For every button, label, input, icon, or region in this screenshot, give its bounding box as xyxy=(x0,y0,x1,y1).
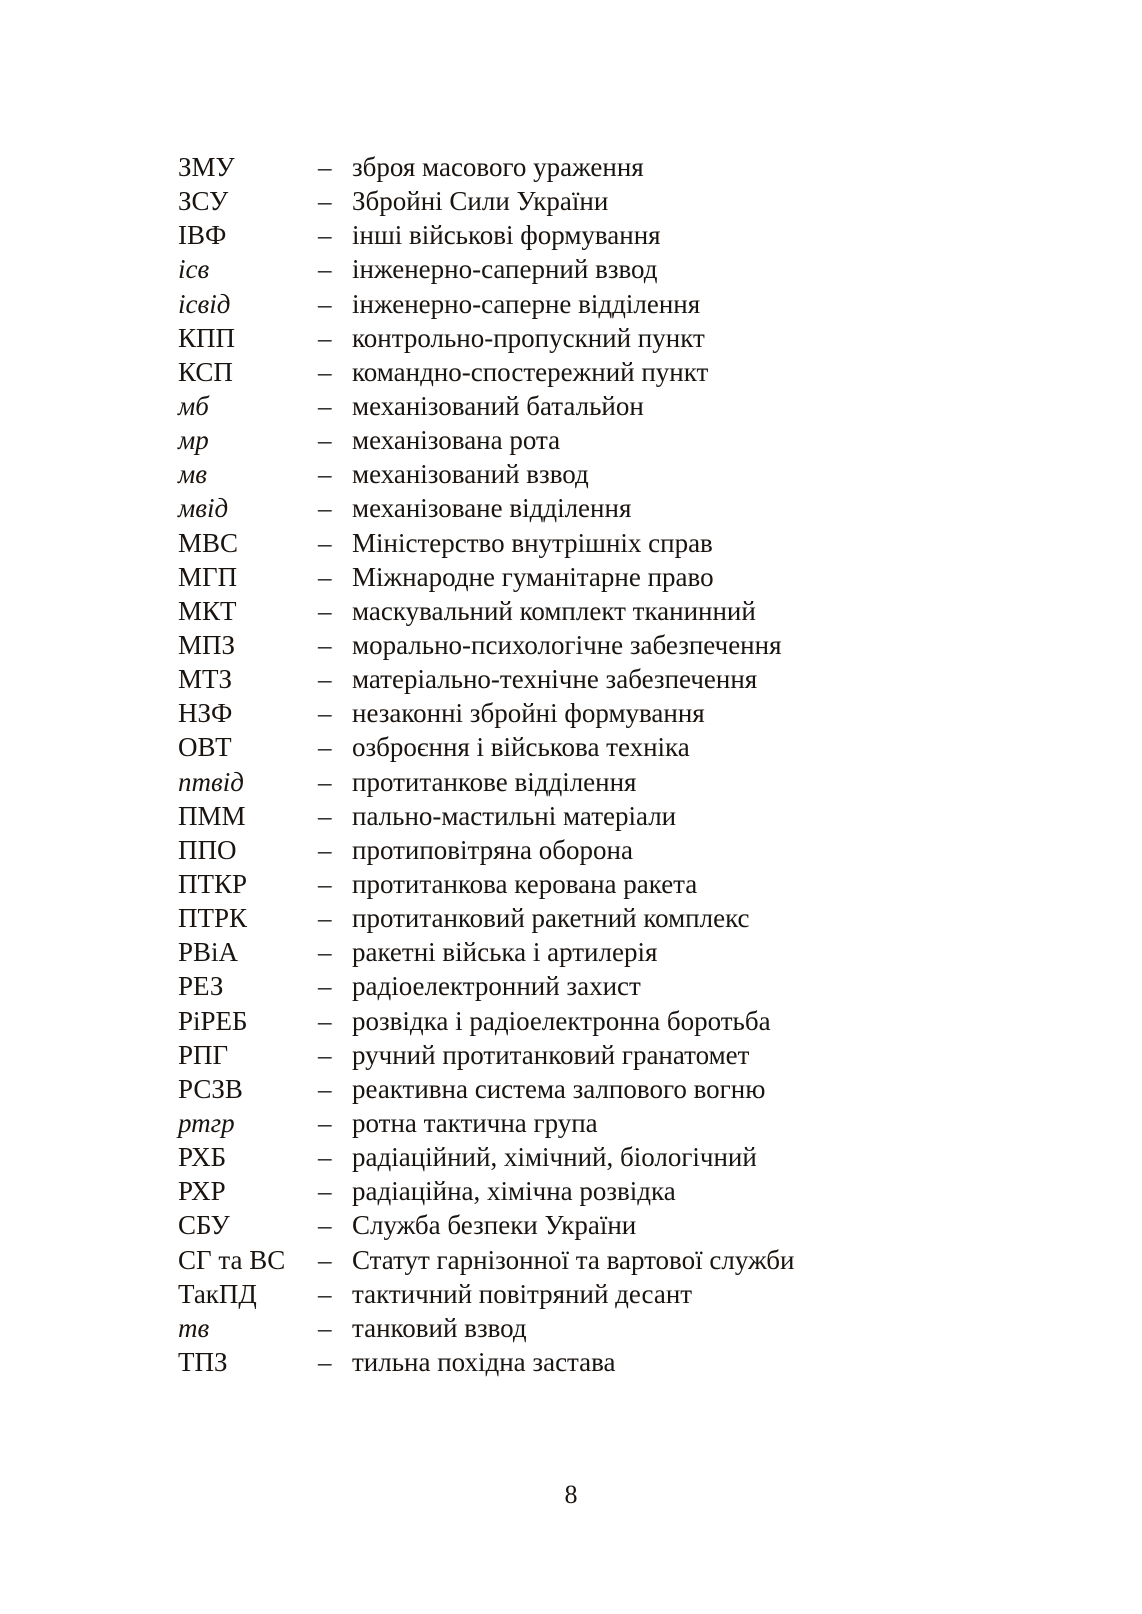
abbreviation-term: мв xyxy=(178,459,207,490)
abbreviation-term: ОВТ xyxy=(178,732,232,763)
abbreviation-row xyxy=(178,184,938,218)
abbreviation-definition: протитанкове відділення xyxy=(352,766,637,797)
abbreviation-definition: Служба безпеки України xyxy=(352,1210,637,1241)
dash-separator: – xyxy=(318,1244,332,1275)
abbreviation-term: КСП xyxy=(178,356,233,387)
abbreviation-definition: ротна тактична група xyxy=(352,1107,598,1138)
abbreviation-definition: Збройні Сили України xyxy=(352,186,609,217)
dash-separator: – xyxy=(318,220,332,251)
abbreviation-term: РЕЗ xyxy=(178,971,224,1002)
dash-separator: – xyxy=(318,937,332,968)
abbreviation-term: ртгр xyxy=(178,1107,235,1138)
abbreviation-row xyxy=(178,287,938,321)
dash-separator: – xyxy=(318,527,332,558)
abbreviation-row xyxy=(178,1345,938,1379)
abbreviation-term: РСЗВ xyxy=(178,1073,243,1104)
dash-separator: – xyxy=(318,766,332,797)
abbreviation-row xyxy=(178,594,938,628)
dash-separator: – xyxy=(318,1039,332,1070)
dash-separator: – xyxy=(318,1176,332,1207)
abbreviation-definition: радіаційний, хімічний, біологічний xyxy=(352,1142,757,1173)
dash-separator: – xyxy=(318,254,332,285)
abbreviation-row xyxy=(178,628,938,662)
dash-separator: – xyxy=(318,868,332,899)
page-number: 8 xyxy=(564,1480,578,1509)
abbreviation-row xyxy=(178,969,938,1003)
abbreviation-term: ПТКР xyxy=(178,868,248,899)
abbreviation-row xyxy=(178,1004,938,1038)
abbreviation-term: СБУ xyxy=(178,1210,230,1241)
dash-separator: – xyxy=(318,629,332,660)
dash-separator: – xyxy=(318,1210,332,1241)
abbreviation-definition: командно-спостережний пункт xyxy=(352,356,709,387)
dash-separator: – xyxy=(318,1005,332,1036)
dash-separator: – xyxy=(318,561,332,592)
dash-separator: – xyxy=(318,322,332,353)
abbreviation-definition: тактичний повітряний десант xyxy=(352,1278,693,1309)
abbreviation-term: ПТРК xyxy=(178,903,248,934)
abbreviation-definition: реактивна система залпового вогню xyxy=(352,1073,766,1104)
abbreviation-row xyxy=(178,560,938,594)
dash-separator: – xyxy=(318,732,332,763)
abbreviation-definition: інженерно-саперне відділення xyxy=(352,288,701,319)
dash-separator: – xyxy=(318,186,332,217)
abbreviation-term: РіРЕБ xyxy=(178,1005,248,1036)
abbreviation-row xyxy=(178,799,938,833)
abbreviation-term: МКТ xyxy=(178,595,237,626)
dash-separator: – xyxy=(318,1142,332,1173)
abbreviation-definition: інженерно-саперний взвод xyxy=(352,254,658,285)
dash-separator: – xyxy=(318,800,332,831)
abbreviation-row xyxy=(178,1311,938,1345)
abbreviation-list xyxy=(178,150,938,1379)
abbreviation-term: мб xyxy=(178,390,209,421)
abbreviation-row xyxy=(178,1106,938,1140)
abbreviation-term: ППО xyxy=(178,834,237,865)
abbreviation-term: мвід xyxy=(178,493,229,524)
abbreviation-definition: тильна похідна застава xyxy=(352,1346,616,1377)
abbreviation-term: РХР xyxy=(178,1176,226,1207)
abbreviation-row xyxy=(178,765,938,799)
abbreviation-definition: радіоелектронний захист xyxy=(352,971,641,1002)
abbreviation-definition: контрольно-пропускний пункт xyxy=(352,322,705,353)
abbreviation-row xyxy=(178,491,938,525)
dash-separator: – xyxy=(318,664,332,695)
abbreviation-row xyxy=(178,935,938,969)
abbreviation-term: птвід xyxy=(178,766,244,797)
dash-separator: – xyxy=(318,493,332,524)
abbreviation-row xyxy=(178,1277,938,1311)
abbreviation-row xyxy=(178,833,938,867)
abbreviation-row xyxy=(178,1140,938,1174)
abbreviation-definition: маскувальний комплект тканинний xyxy=(352,595,756,626)
abbreviation-definition: танковий взвод xyxy=(352,1312,527,1343)
dash-separator: – xyxy=(318,834,332,865)
abbreviation-definition: механізоване відділення xyxy=(352,493,632,524)
abbreviation-term: МТЗ xyxy=(178,664,233,695)
dash-separator: – xyxy=(318,390,332,421)
abbreviation-term: ПММ xyxy=(178,800,246,831)
abbreviation-definition: ручний протитанковий гранатомет xyxy=(352,1039,750,1070)
abbreviation-term: КПП xyxy=(178,322,236,353)
abbreviation-row xyxy=(178,696,938,730)
dash-separator: – xyxy=(318,1073,332,1104)
dash-separator: – xyxy=(318,356,332,387)
dash-separator: – xyxy=(318,459,332,490)
abbreviation-row xyxy=(178,526,938,560)
abbreviation-definition: зброя масового ураження xyxy=(352,152,644,182)
abbreviation-term: РВіА xyxy=(178,937,239,968)
abbreviation-definition: матеріально-технічне забезпечення xyxy=(352,664,758,695)
abbreviation-row xyxy=(178,252,938,286)
abbreviation-definition: ракетні війська і артилерія xyxy=(352,937,658,968)
dash-separator: – xyxy=(318,1107,332,1138)
abbreviation-definition: незаконні збройні формування xyxy=(352,698,705,729)
abbreviation-term: НЗФ xyxy=(178,698,233,729)
abbreviation-row xyxy=(178,901,938,935)
abbreviation-definition: Статут гарнізонної та вартової служби xyxy=(352,1244,795,1275)
abbreviation-row xyxy=(178,389,938,423)
abbreviation-term: ІВФ xyxy=(178,220,227,251)
abbreviation-term: тв xyxy=(178,1312,210,1343)
abbreviation-row xyxy=(178,867,938,901)
abbreviation-term: МВС xyxy=(178,527,239,558)
abbreviation-row xyxy=(178,1038,938,1072)
abbreviation-term: РХБ xyxy=(178,1142,227,1173)
dash-separator: – xyxy=(318,1278,332,1309)
abbreviation-row xyxy=(178,457,938,491)
abbreviation-term: ТакПД xyxy=(178,1278,257,1309)
dash-separator: – xyxy=(318,903,332,934)
abbreviation-row xyxy=(178,218,938,252)
abbreviation-row xyxy=(178,1208,938,1242)
abbreviation-term: СГ та ВС xyxy=(178,1244,286,1275)
abbreviation-row xyxy=(178,321,938,355)
abbreviation-definition: пально-мастильні матеріали xyxy=(352,800,677,831)
abbreviation-row xyxy=(178,1174,938,1208)
abbreviation-row xyxy=(178,150,938,184)
dash-separator: – xyxy=(318,152,332,182)
abbreviation-definition: інші військові формування xyxy=(352,220,661,251)
abbreviation-definition: озброєння і військова техніка xyxy=(352,732,690,763)
abbreviation-definition: Міністерство внутрішніх справ xyxy=(352,527,713,558)
abbreviation-row xyxy=(178,1072,938,1106)
abbreviation-definition: протитанковий ракетний комплекс xyxy=(352,903,750,934)
abbreviation-definition: механізований взвод xyxy=(352,459,589,490)
abbreviation-definition: механізований батальйон xyxy=(352,390,644,421)
dash-separator: – xyxy=(318,1312,332,1343)
abbreviation-row xyxy=(178,423,938,457)
abbreviation-term: ісв xyxy=(178,254,210,285)
abbreviation-row xyxy=(178,355,938,389)
abbreviation-row xyxy=(178,730,938,764)
abbreviation-definition: протитанкова керована ракета xyxy=(352,868,698,899)
abbreviation-definition: радіаційна, хімічна розвідка xyxy=(352,1176,676,1207)
abbreviation-term: ісвід xyxy=(178,288,231,319)
abbreviation-definition: морально-психологічне забезпечення xyxy=(352,629,782,660)
abbreviation-row xyxy=(178,662,938,696)
abbreviation-definition: розвідка і радіоелектронна боротьба xyxy=(352,1005,771,1036)
dash-separator: – xyxy=(318,288,332,319)
abbreviation-term: МГП xyxy=(178,561,238,592)
dash-separator: – xyxy=(318,971,332,1002)
dash-separator: – xyxy=(318,698,332,729)
dash-separator: – xyxy=(318,1346,332,1377)
abbreviation-definition: механізована рота xyxy=(352,425,561,456)
dash-separator: – xyxy=(318,595,332,626)
abbreviation-row xyxy=(178,1243,938,1277)
abbreviation-term: РПГ xyxy=(178,1039,229,1070)
abbreviation-term: мр xyxy=(178,425,209,456)
abbreviation-term: ЗСУ xyxy=(178,186,229,217)
abbreviation-term: ЗМУ xyxy=(178,152,235,182)
abbreviation-term: ТПЗ xyxy=(178,1346,228,1377)
abbreviation-definition: протиповітряна оборона xyxy=(352,834,633,865)
dash-separator: – xyxy=(318,425,332,456)
abbreviation-definition: Міжнародне гуманітарне право xyxy=(352,561,714,592)
abbreviation-term: МПЗ xyxy=(178,629,236,660)
